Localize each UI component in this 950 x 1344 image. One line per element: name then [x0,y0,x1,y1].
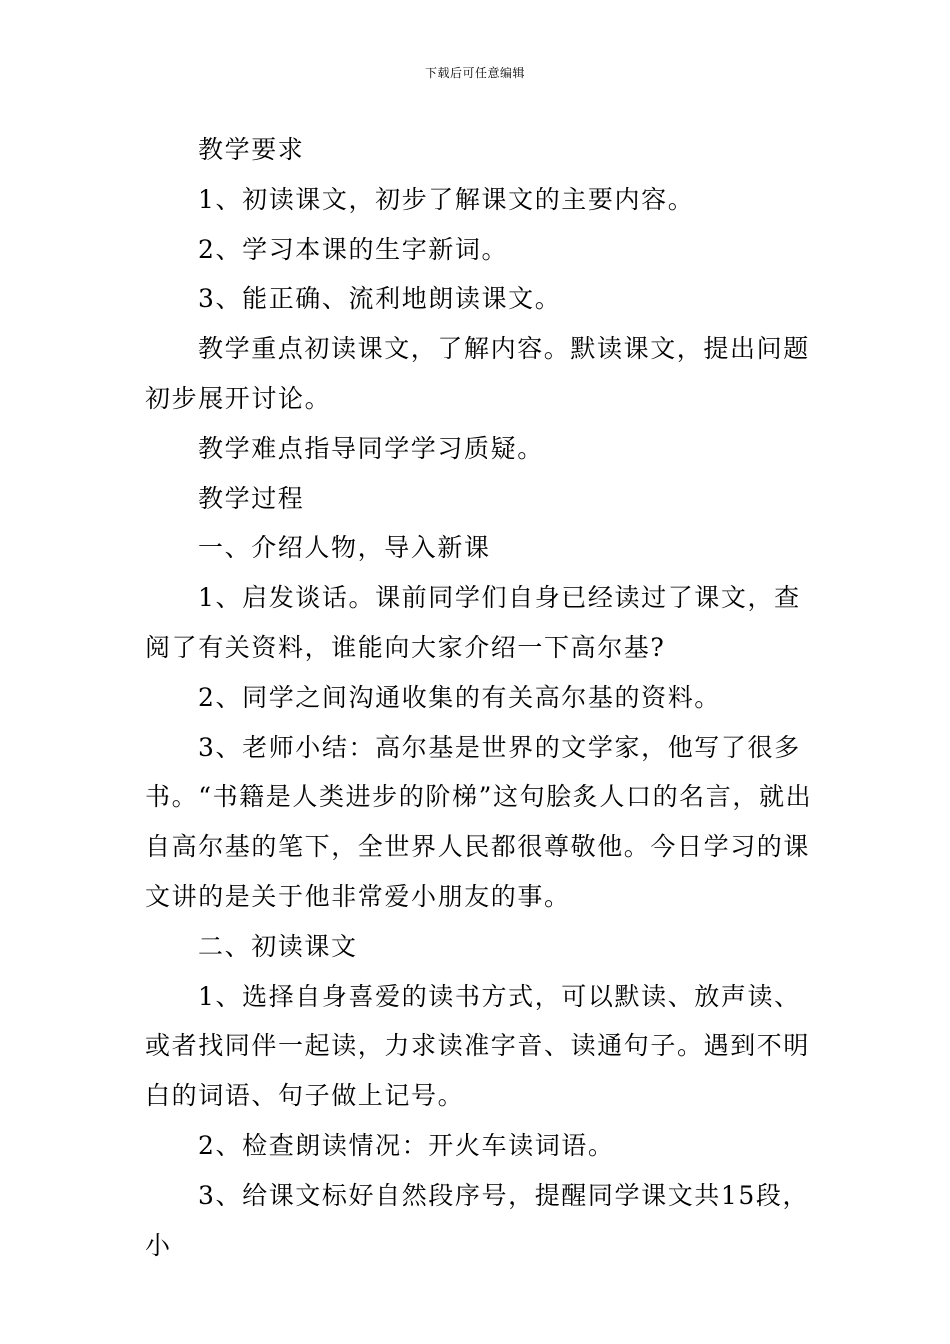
page-header: 下载后可任意编辑 [424,66,525,80]
paragraph: 1、选择自身喜爱的读书方式，可以默读、放声读、或者找同伴一起读，力求读准字音、读通句子。遇到不明白的词语、句子做上记号。 [145,981,811,1111]
paragraph: 教学过程 [198,483,305,513]
paragraph: 2、检查朗读情况：开火车读词语。 [198,1130,615,1160]
document-body [145,125,817,1270]
paragraph: 教学难点指导同学学习质疑。 [198,433,544,463]
paragraph: 1、初读课文，初步了解课文的主要内容。 [198,184,695,214]
paragraph: 一、介绍人物，导入新课 [198,533,491,563]
paragraph: 1、启发谈话。课前同学们自身已经读过了课文，查阅了有关资料，谁能向大家介绍一下高尔基? [145,583,801,662]
paragraph: 教学重点初读课文，了解内容。默读课文，提出问题初步展开讨论。 [145,334,810,413]
paragraph: 教学要求 [198,135,305,164]
paragraph: 2、同学之间沟通收集的有关高尔基的资料。 [198,682,721,712]
paragraph: 3、给课文标好自然段序号，提醒同学课文共15段，小 [145,1180,810,1260]
paragraph: 3、老师小结：高尔基是世界的文学家，他写了很多书。“书籍是人类进步的阶梯”这句脍炙人口的名言，就出自高尔基的笔下，全世界人民都很尊敬他。今日学习的课文讲的是关于他非常爱小朋友的事。 [145,732,813,911]
paragraph: 3、能正确、流利地朗读课文。 [198,284,562,314]
paragraph: 二、初读课文 [198,931,358,961]
paragraph: 2、学习本课的生字新词。 [198,234,509,264]
